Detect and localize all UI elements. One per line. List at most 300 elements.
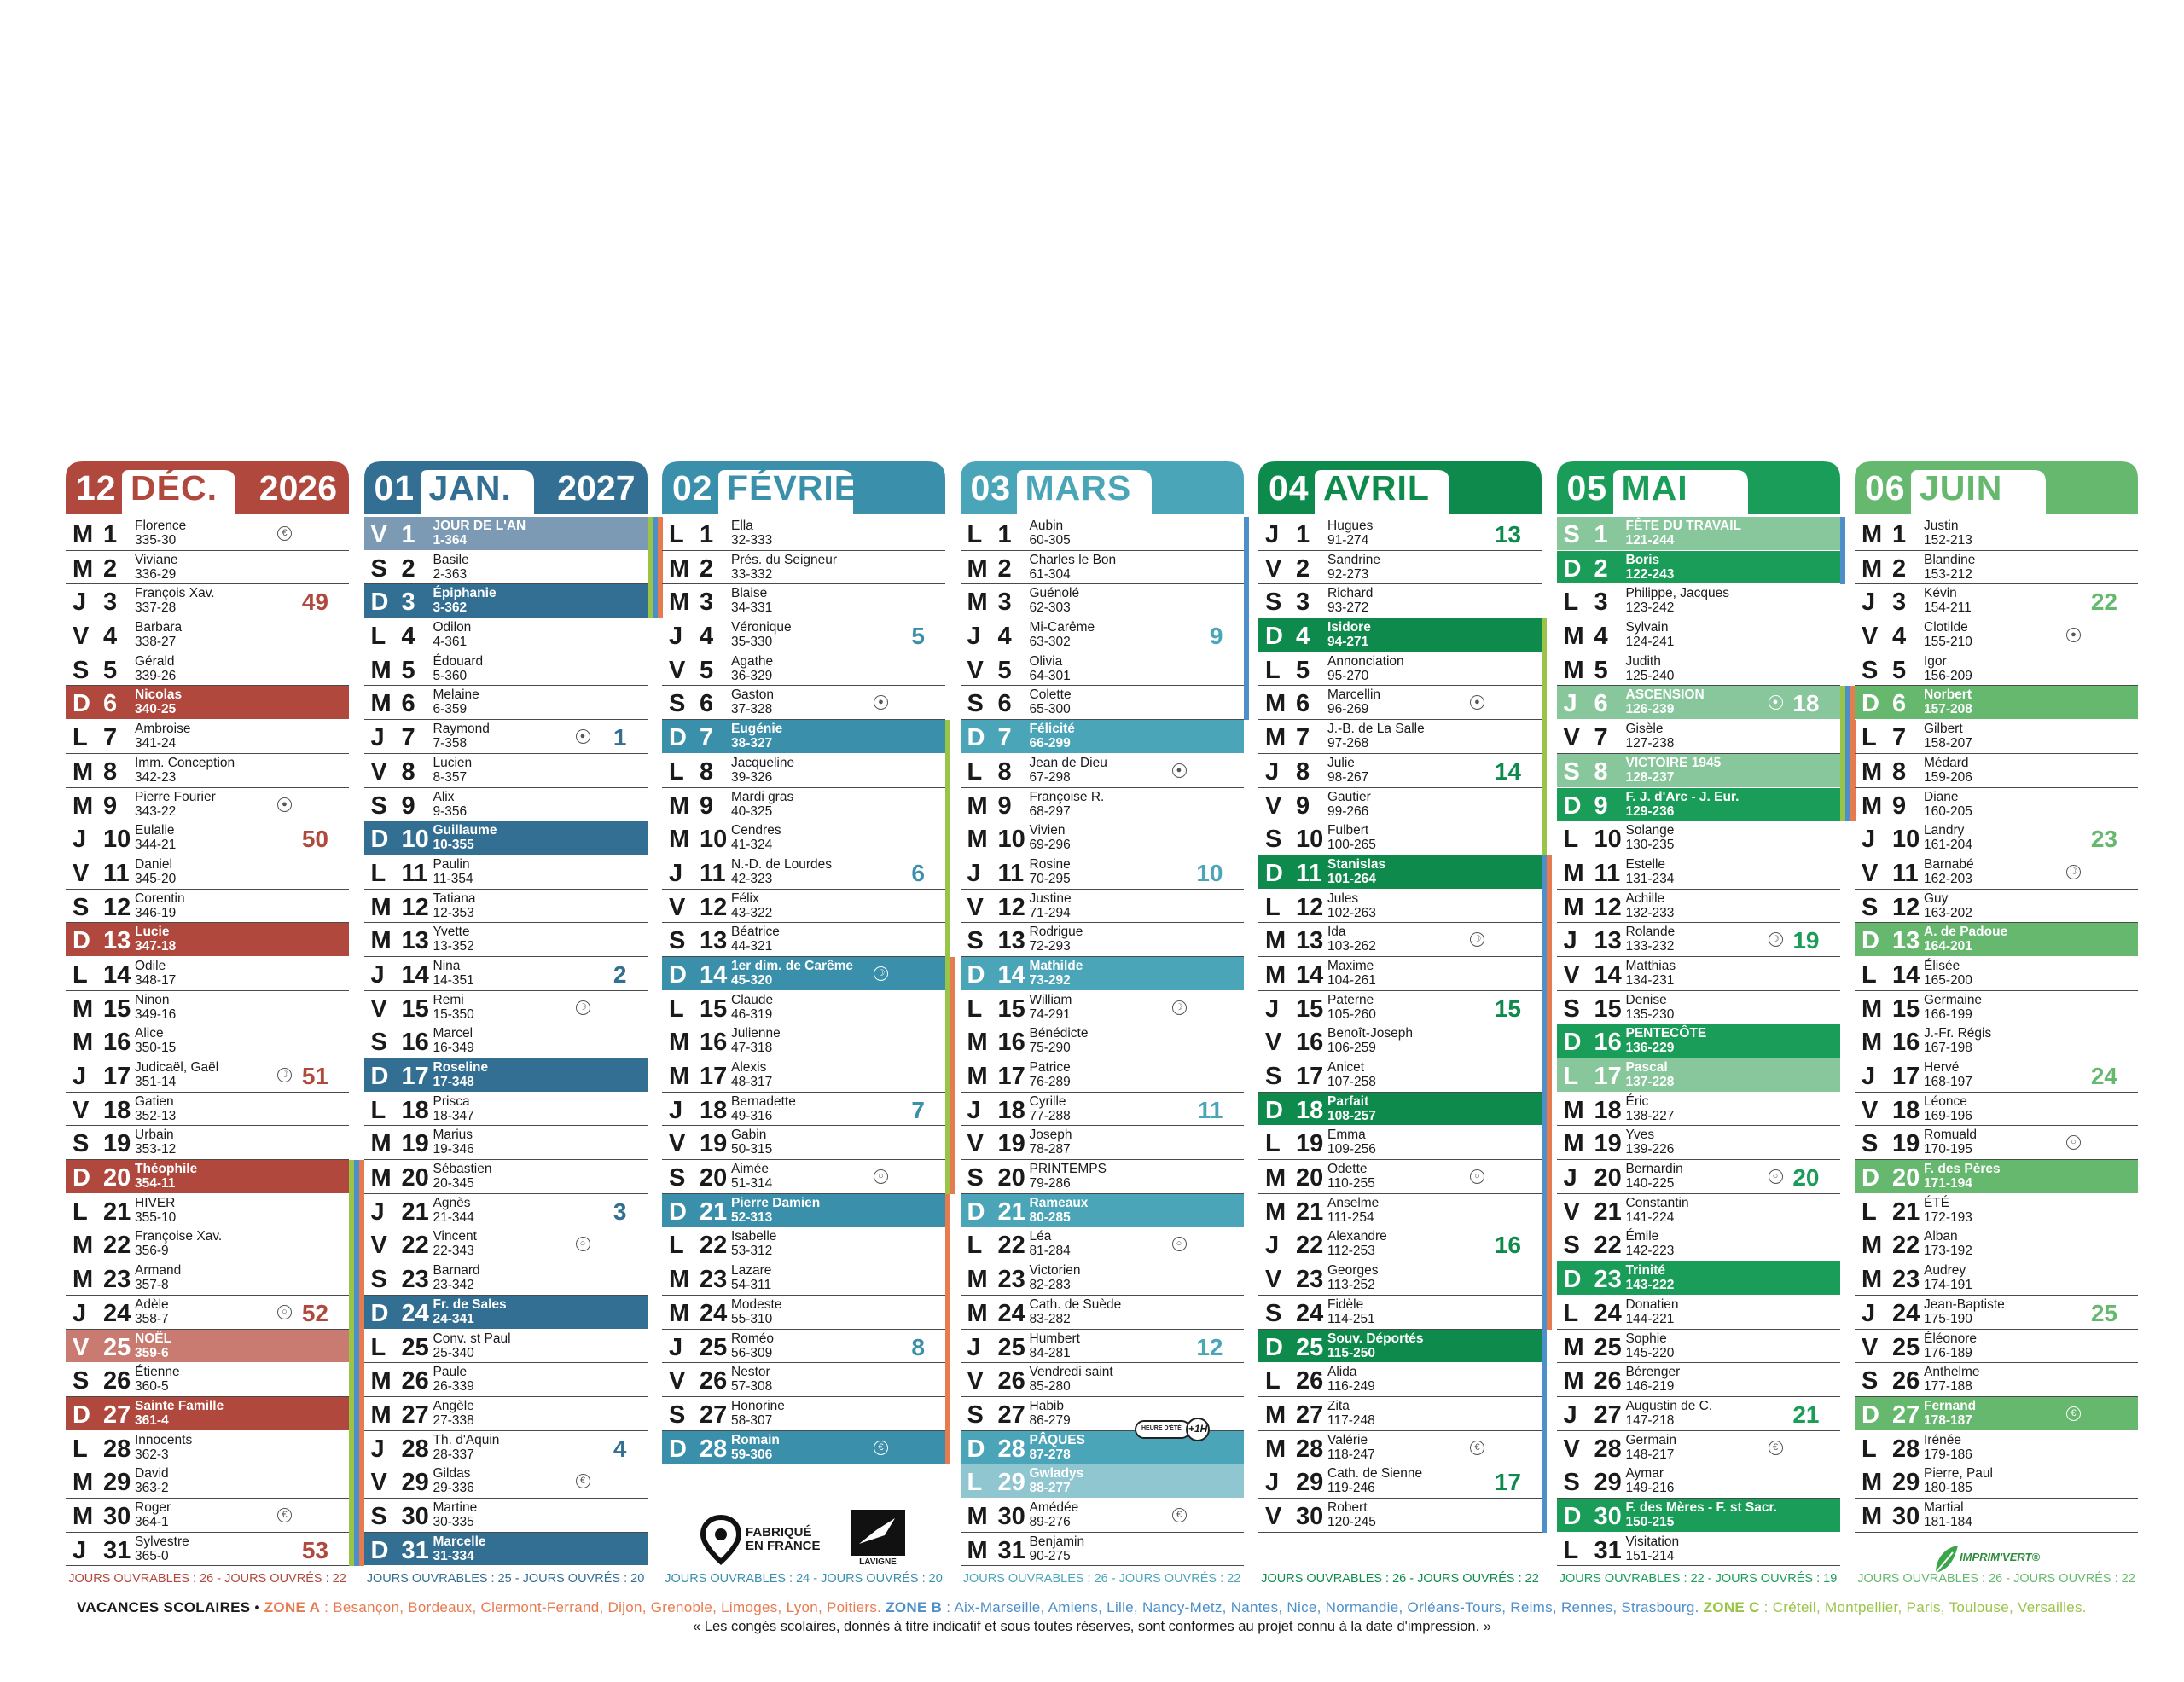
day-number: 14 (401, 960, 429, 989)
saint-name: Benjamin (1029, 1534, 1085, 1549)
saint-name: Bénédicte (1029, 1026, 1089, 1041)
day-number: 29 (997, 1469, 1025, 1497)
day-count: 104-261 (1327, 972, 1376, 988)
day-row (961, 517, 1244, 551)
day-number: 8 (997, 757, 1012, 786)
weekday-letter: V (669, 893, 686, 921)
day-row (662, 1262, 945, 1296)
weekday-letter: M (1265, 1198, 1287, 1226)
day-row (66, 1533, 349, 1567)
day-count: 102-263 (1327, 905, 1376, 920)
school-holiday-zone-c (1542, 686, 1547, 720)
day-count: 103-262 (1327, 939, 1376, 954)
day-count: 93-272 (1327, 600, 1369, 616)
month-year: 2026 (258, 468, 337, 508)
school-holiday-zone-a (1547, 1024, 1552, 1058)
day-list (1557, 517, 1840, 1566)
day-count: 6-359 (433, 702, 468, 717)
day-count: 150-215 (1625, 1514, 1675, 1529)
weekday-letter: M (669, 589, 690, 617)
day-number: 9 (103, 792, 118, 820)
day-row (364, 1363, 648, 1397)
saint-name: Patrice (1029, 1060, 1071, 1075)
school-holiday-zone-b (1542, 1160, 1547, 1194)
saint-name: Benoît-Joseph (1327, 1026, 1413, 1041)
saint-name: PENTECÔTE (1625, 1026, 1707, 1041)
weekday-letter: J (1265, 521, 1280, 548)
day-count: 160-205 (1924, 803, 1972, 819)
saint-name: HIVER (135, 1195, 176, 1210)
school-holiday-zone-a (945, 1397, 950, 1431)
zone-b-cities: : Aix-Marseille, Amiens, Lille, Nancy-Metz, Nantes, Nice, Normandie, Orléans-Tours, Reims, Rennes, Strasbourg. (942, 1599, 1704, 1615)
day-list (364, 517, 648, 1566)
weekday-letter: D (1563, 1029, 1582, 1057)
weekday-letter: V (73, 1333, 90, 1361)
day-row (1557, 1126, 1840, 1160)
weekday-letter: J (669, 1333, 683, 1361)
school-holiday-zone-b (1542, 1126, 1547, 1160)
saint-name: Vincent (433, 1229, 477, 1244)
day-count: 10-355 (433, 838, 474, 853)
moon-phase-icon: € (874, 1441, 888, 1455)
weekday-letter: M (669, 1299, 690, 1327)
day-number: 18 (1296, 1096, 1324, 1124)
day-number: 3 (1892, 589, 1907, 617)
day-number: 24 (1594, 1299, 1622, 1327)
day-number: 7 (1594, 724, 1608, 752)
day-count: 359-6 (135, 1345, 169, 1360)
day-count: 130-235 (1625, 838, 1675, 853)
day-row (66, 1194, 349, 1228)
saint-name: Lucie (135, 925, 170, 940)
day-row (1557, 1296, 1840, 1330)
weekday-letter: L (1563, 1536, 1579, 1564)
day-row (961, 957, 1244, 991)
day-count: 99-266 (1327, 803, 1369, 819)
day-number: 4 (1892, 623, 1907, 651)
school-holiday-zone-b (653, 584, 658, 618)
day-count: 76-289 (1029, 1075, 1071, 1089)
weekday-letter: J (370, 960, 385, 989)
day-number: 2 (401, 554, 415, 583)
school-holiday-zone-a (1547, 1194, 1552, 1228)
day-number: 25 (1296, 1333, 1324, 1361)
day-count: 31-334 (433, 1548, 474, 1563)
day-row (1258, 957, 1542, 991)
day-row (1855, 1126, 2138, 1160)
school-holiday-zone-c (1840, 754, 1845, 788)
weekday-letter: D (1563, 554, 1582, 583)
school-holiday-zone-c (1840, 720, 1845, 754)
school-holiday-zone-c (945, 1126, 950, 1160)
day-row (662, 1093, 945, 1127)
weekday-letter: S (1862, 893, 1879, 921)
weekday-letter: M (73, 1029, 94, 1057)
day-number: 11 (1296, 859, 1322, 887)
school-holiday-zone-b (354, 1330, 359, 1364)
day-row (1258, 1363, 1542, 1397)
saint-name: Audrey (1924, 1263, 1966, 1279)
month-name: DÉC. (131, 468, 218, 508)
weekday-letter: M (1862, 757, 1883, 786)
day-count: 345-20 (135, 871, 177, 886)
weekday-letter: L (1862, 1198, 1877, 1226)
day-number: 26 (997, 1367, 1025, 1395)
saint-name: Agathe (731, 653, 774, 669)
moon-phase-icon: € (1470, 1441, 1484, 1455)
month-footer: JOURS OUVRABLES : 26 - JOURS OUVRÉS : 22 (962, 1571, 1241, 1586)
school-holiday-zone-b (354, 1194, 359, 1228)
saint-name: Fidèle (1327, 1296, 1364, 1312)
day-number: 18 (997, 1096, 1025, 1124)
saint-name: François Xav. (135, 586, 215, 601)
saint-name: Étienne (135, 1365, 180, 1380)
day-row (961, 1330, 1244, 1364)
saint-name: Ambroise (135, 722, 191, 737)
saint-name: Daniel (135, 856, 172, 872)
weekday-letter: D (1563, 1502, 1582, 1530)
weekday-letter: M (967, 1029, 988, 1057)
saint-name: Agnès (433, 1195, 471, 1210)
day-count: 45-320 (731, 972, 773, 988)
day-row (961, 584, 1244, 618)
day-count: 34-331 (731, 600, 773, 616)
day-list (66, 517, 349, 1566)
day-count: 172-193 (1924, 1209, 1972, 1225)
weekday-letter: V (73, 859, 90, 887)
day-number: 12 (401, 893, 429, 921)
day-row (961, 1160, 1244, 1194)
day-number: 1 (997, 521, 1012, 548)
school-holiday-zone-a (1547, 1058, 1552, 1093)
weekday-letter: D (967, 1198, 985, 1226)
day-row (66, 686, 349, 720)
weekday-letter: M (1265, 690, 1287, 718)
school-holiday-zone-b (1845, 720, 1850, 754)
day-row (1557, 856, 1840, 890)
weekday-letter: L (1563, 1063, 1579, 1090)
day-row (1258, 1194, 1542, 1228)
saint-name: Léa (1029, 1229, 1052, 1244)
saint-name: Remi (433, 992, 464, 1007)
saint-name: Vivien (1029, 823, 1066, 838)
day-count: 138-227 (1625, 1108, 1675, 1123)
month-header (961, 461, 1244, 514)
day-count: 79-286 (1029, 1176, 1071, 1192)
day-number: 6 (401, 690, 415, 718)
day-number: 7 (103, 724, 118, 752)
weekday-letter: M (669, 792, 690, 820)
day-number: 13 (1296, 927, 1324, 955)
day-row (662, 1431, 945, 1465)
weekday-letter: D (1265, 859, 1283, 887)
week-number: 53 (301, 1536, 328, 1563)
saint-name: Maxime (1327, 958, 1374, 973)
weekday-letter: D (370, 1536, 389, 1564)
day-count: 3-362 (433, 600, 468, 616)
day-number: 2 (1296, 554, 1310, 583)
saint-name: Parfait (1327, 1093, 1369, 1109)
week-number: 15 (1494, 995, 1521, 1022)
day-row (66, 1330, 349, 1364)
zone-b-label: ZONE B (886, 1599, 943, 1615)
school-holiday-zone-c (349, 1160, 354, 1194)
day-number: 18 (1594, 1096, 1622, 1124)
saint-name: Éric (1625, 1093, 1649, 1109)
saint-name: Landry (1924, 823, 1965, 838)
school-holiday-zone-c (945, 720, 950, 754)
day-number: 20 (1296, 1164, 1324, 1192)
day-count: 136-229 (1625, 1041, 1675, 1056)
day-row (1855, 821, 2138, 856)
day-count: 353-12 (135, 1142, 177, 1157)
day-count: 163-202 (1924, 905, 1972, 920)
weekday-letter: M (370, 1130, 392, 1158)
day-row (364, 1499, 648, 1533)
day-row (66, 720, 349, 754)
saint-name: Donatien (1625, 1296, 1679, 1312)
day-count: 25-340 (433, 1345, 474, 1360)
school-holiday-zone-a (1547, 1227, 1552, 1262)
day-count: 33-332 (731, 566, 773, 582)
day-count: 94-271 (1327, 635, 1369, 650)
day-count: 47-318 (731, 1041, 773, 1056)
saint-name: Constantin (1625, 1195, 1689, 1210)
school-holiday-zone-a (945, 1431, 950, 1465)
day-count: 62-303 (1029, 600, 1071, 616)
day-number: 16 (700, 1029, 728, 1057)
weekday-letter: V (370, 521, 387, 548)
day-row (364, 584, 648, 618)
month-column (364, 461, 648, 1586)
school-holiday-zone-b (1542, 1262, 1547, 1296)
day-count: 26-339 (433, 1379, 474, 1395)
moon-phase-icon: ☽ (1470, 932, 1484, 947)
day-count: 88-277 (1029, 1481, 1071, 1496)
weekday-letter: M (1265, 724, 1287, 752)
day-count: 108-257 (1327, 1108, 1376, 1123)
day-row (1855, 652, 2138, 687)
day-count: 101-264 (1327, 871, 1376, 886)
saint-name: Romuald (1924, 1128, 1978, 1143)
day-count: 110-255 (1327, 1176, 1375, 1192)
day-row (364, 551, 648, 585)
day-number: 10 (401, 826, 429, 854)
school-holiday-zone-c (945, 890, 950, 924)
saint-name: Alexis (731, 1060, 767, 1075)
day-count: 95-270 (1327, 668, 1369, 683)
saint-name: Honorine (731, 1398, 785, 1413)
day-row (364, 957, 648, 991)
day-number: 10 (997, 826, 1025, 854)
week-number: 25 (2090, 1299, 2117, 1326)
day-count: 80-285 (1029, 1209, 1071, 1225)
school-holiday-zone-c (1840, 686, 1845, 720)
school-holiday-zone-c (1840, 788, 1845, 822)
day-number: 28 (997, 1435, 1025, 1463)
day-number: 29 (1594, 1469, 1622, 1497)
saint-name: Yvette (433, 925, 470, 940)
day-number: 22 (1892, 1232, 1920, 1260)
day-row (662, 1024, 945, 1058)
day-count: 106-259 (1327, 1041, 1376, 1056)
saint-name: Cyrille (1029, 1093, 1066, 1109)
day-number: 1 (700, 521, 714, 548)
day-row (662, 856, 945, 890)
day-number: 9 (1892, 792, 1907, 820)
weekday-letter: M (370, 1401, 392, 1429)
saint-name: Hervé (1924, 1060, 1960, 1075)
lavigne-text: LAVIGNE (859, 1557, 897, 1567)
saint-name: Victorien (1029, 1263, 1081, 1279)
weekday-letter: L (370, 859, 386, 887)
saint-name: Paterne (1327, 992, 1374, 1007)
month-column (1557, 461, 1840, 1586)
saint-name: PRINTEMPS (1029, 1162, 1107, 1177)
school-holiday-zone-c (1542, 788, 1547, 822)
weekday-letter: M (1563, 656, 1584, 684)
weekday-letter: M (967, 589, 988, 617)
day-count: 74-291 (1029, 1006, 1071, 1022)
moon-phase-icon: ● (2066, 628, 2081, 642)
calendar (66, 461, 2135, 1586)
saint-name: Roméo (731, 1331, 774, 1346)
day-number: 14 (700, 960, 728, 989)
day-count: 56-309 (731, 1345, 773, 1360)
weekday-letter: L (73, 960, 88, 989)
weekday-letter: S (1265, 1063, 1282, 1090)
day-count: 340-25 (135, 702, 177, 717)
day-count: 36-329 (731, 668, 773, 683)
day-row (961, 923, 1244, 957)
day-number: 16 (1296, 1029, 1324, 1057)
saint-name: Gwladys (1029, 1466, 1084, 1482)
day-row (1855, 686, 2138, 720)
day-number: 30 (997, 1502, 1025, 1530)
day-number: 5 (1892, 656, 1907, 684)
day-number: 15 (1296, 995, 1324, 1023)
day-count: 71-294 (1029, 905, 1071, 920)
day-number: 8 (1296, 757, 1310, 786)
saint-name: NOËL (135, 1331, 172, 1346)
day-number: 28 (103, 1435, 131, 1463)
weekday-letter: J (669, 1096, 683, 1124)
school-holiday-zone-c (945, 957, 950, 991)
day-count: 60-305 (1029, 533, 1071, 548)
day-number: 3 (1594, 589, 1608, 617)
saint-name: Odette (1327, 1162, 1368, 1177)
saint-name: Lazare (731, 1263, 772, 1279)
saint-name: Anselme (1327, 1195, 1380, 1210)
day-row (1557, 890, 1840, 924)
day-row (961, 1227, 1244, 1262)
day-number: 20 (997, 1164, 1025, 1192)
saint-name: Denise (1625, 992, 1667, 1007)
zone-a-label: ZONE A (264, 1599, 321, 1615)
day-count: 180-185 (1924, 1481, 1972, 1496)
day-count: 351-14 (135, 1075, 177, 1089)
day-row (364, 890, 648, 924)
day-count: 109-256 (1327, 1142, 1376, 1157)
day-count: 73-292 (1029, 972, 1071, 988)
saint-name: Nina (433, 958, 461, 973)
school-holiday-zone-b (354, 1160, 359, 1194)
weekday-letter: S (1265, 589, 1282, 617)
school-holiday-zone-c (945, 788, 950, 822)
saint-name: Annonciation (1327, 653, 1404, 669)
school-holiday-zone-b (1542, 1330, 1547, 1364)
day-row (662, 923, 945, 957)
day-number: 25 (401, 1333, 429, 1361)
saint-name: Germain (1625, 1432, 1676, 1447)
saint-name: PÂQUES (1029, 1432, 1085, 1447)
day-number: 16 (1594, 1029, 1622, 1057)
weekday-letter: M (1862, 792, 1883, 820)
weekday-letter: J (1862, 1299, 1876, 1327)
weekday-letter: V (1563, 724, 1580, 752)
weekday-letter: J (73, 1536, 87, 1564)
saint-name: Gaston (731, 687, 774, 703)
day-count: 14-351 (433, 972, 474, 988)
day-count: 363-2 (135, 1481, 169, 1496)
day-row (662, 1126, 945, 1160)
day-row (1258, 1431, 1542, 1465)
saint-name: Yves (1625, 1128, 1655, 1143)
day-count: 87-278 (1029, 1447, 1071, 1462)
saint-name: Zita (1327, 1398, 1350, 1413)
day-row (1855, 991, 2138, 1025)
month-number: 05 (1566, 468, 1608, 508)
day-row (1258, 720, 1542, 754)
week-number: 6 (911, 859, 925, 886)
day-count: 28-337 (433, 1447, 474, 1462)
day-count: 20-345 (433, 1176, 474, 1192)
school-holiday-zone-a (1547, 991, 1552, 1025)
school-holiday-zone-c (648, 517, 653, 551)
saint-name: 1er dim. de Carême (731, 958, 854, 973)
day-row (364, 1227, 648, 1262)
saint-name: Barnard (433, 1263, 480, 1279)
day-count: 352-13 (135, 1108, 177, 1123)
day-row (364, 1093, 648, 1127)
day-count: 362-3 (135, 1447, 169, 1462)
day-count: 148-217 (1625, 1447, 1675, 1462)
day-row (66, 788, 349, 822)
school-holiday-zone-c (945, 1093, 950, 1127)
day-number: 13 (700, 927, 728, 955)
weekday-letter: L (669, 1232, 684, 1260)
day-number: 31 (103, 1536, 131, 1564)
saint-name: F. J. d'Arc - J. Eur. (1625, 789, 1740, 804)
day-count: 61-304 (1029, 566, 1071, 582)
day-count: 75-290 (1029, 1041, 1071, 1056)
saint-name: Justin (1924, 519, 1959, 533)
day-row (961, 821, 1244, 856)
school-holiday-zone-b (354, 1262, 359, 1296)
day-row (66, 991, 349, 1025)
day-number: 13 (1594, 927, 1622, 955)
saint-name: Cendres (731, 823, 781, 838)
day-row (1258, 1296, 1542, 1330)
saint-name: Eugénie (731, 722, 783, 737)
weekday-letter: M (73, 792, 94, 820)
day-number: 14 (1594, 960, 1622, 989)
saint-name: Georges (1327, 1263, 1379, 1279)
weekday-letter: D (370, 1063, 389, 1090)
day-count: 142-223 (1625, 1244, 1675, 1259)
weekday-letter: D (669, 960, 687, 989)
day-count: 30-335 (433, 1514, 474, 1529)
